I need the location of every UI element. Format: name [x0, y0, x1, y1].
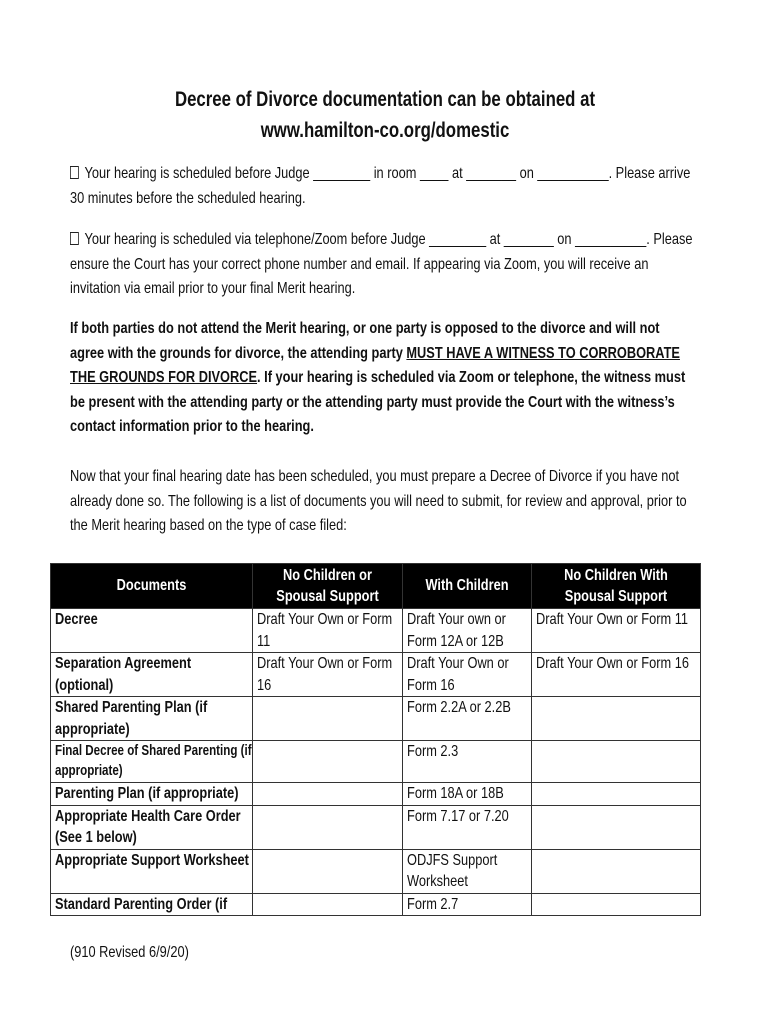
table-row: [51, 849, 701, 893]
table-row: [51, 697, 701, 741]
row-label: Appropriate Support Worksheet: [51, 849, 253, 893]
table-header-row: [51, 564, 701, 609]
row-cell: Draft Your own or Form 12A or 12B: [403, 609, 532, 653]
row-cell: [253, 893, 403, 916]
row-label: Parenting Plan (if appropriate): [51, 783, 253, 806]
row-cell: [253, 783, 403, 806]
document-title: Decree of Divorce documentation can be obtained at www.hamilton-co.org/domestic: [174, 88, 596, 142]
row-cell: Form 2.3: [403, 741, 532, 783]
table-row: [51, 893, 701, 916]
hearing-in-person-text: Your hearing is scheduled before Judge ________ in room ____ at _______ on __________. Please arrive 30 minutes before the scheduled hearing.: [70, 165, 691, 207]
form-revision-footer: (910 Revised 6/9/20): [70, 944, 189, 961]
row-cell: Form 7.17 or 7.20: [403, 805, 532, 849]
witness-warning-part1: If both parties do not attend the Merit hearing, or one party is opposed to the divorce and will not agree with the grounds for divorce, the attending party: [70, 320, 660, 362]
row-label: Decree: [51, 609, 253, 653]
table-row: [51, 783, 701, 806]
row-cell: Draft Your Own or Form 16: [403, 653, 532, 697]
table-row: [51, 805, 701, 849]
row-cell: [532, 697, 701, 741]
hearing-remote-checkbox[interactable]: [70, 232, 79, 245]
intro-text: Now that your final hearing date has been scheduled, you must prepare a Decree of Divorce if you have not already done so. The following is a list of documents you will need to submit, for review and approval, prior to the Merit hearing based on the type of case filed:: [70, 468, 687, 534]
row-cell: [253, 805, 403, 849]
row-label: Separation Agreement (optional): [51, 653, 253, 697]
witness-warning-part2: . If your hearing is scheduled via Zoom or telephone, the witness must be present with the attending party or the attending party must provide the Court with the witness’s contact information prior to the hearing.: [70, 369, 686, 435]
row-cell: [532, 849, 701, 893]
row-cell: Form 18A or 18B: [403, 783, 532, 806]
row-cell: [532, 805, 701, 849]
table-row: [51, 653, 701, 697]
row-cell: Form 2.2A or 2.2B: [403, 697, 532, 741]
row-cell: Draft Your Own or Form 16: [253, 653, 403, 697]
row-cell: [253, 849, 403, 893]
row-label: Appropriate Health Care Order (See 1 below): [51, 805, 253, 849]
row-cell: [532, 783, 701, 806]
row-cell: ODJFS Support Worksheet: [403, 849, 532, 893]
hearing-in-person-checkbox[interactable]: [70, 166, 79, 179]
row-cell: [532, 893, 701, 916]
hearing-remote-text: Your hearing is scheduled via telephone/Zoom before Judge ________ at _______ on __________. Please ensure the Court has your correct phone number and email. If appearing via Zoom, you will receive an invitation via email prior to your final Merit hearing.: [70, 231, 693, 297]
header-no-children-no-support: No Children or Spousal Support: [253, 564, 403, 609]
row-cell: Draft Your Own or Form 11: [532, 609, 701, 653]
witness-warning-underlined: MUST HAVE A WITNESS TO CORROBORATE THE GROUNDS FOR DIVORCE: [70, 344, 680, 386]
row-cell: [253, 697, 403, 741]
table-row: [51, 609, 701, 653]
intro-paragraph: [70, 465, 694, 539]
row-cell: [532, 741, 701, 783]
row-label: Standard Parenting Order (if: [51, 893, 253, 916]
header-documents: Documents: [51, 564, 253, 609]
row-cell: Draft Your Own or Form 16: [532, 653, 701, 697]
documents-table: [50, 563, 701, 916]
witness-warning: [70, 317, 694, 440]
hearing-in-person-option: [70, 162, 694, 211]
header-no-children-with-support: No Children With Spousal Support: [532, 564, 701, 609]
row-label: Shared Parenting Plan (if appropriate): [51, 697, 253, 741]
hearing-remote-option: [70, 228, 694, 302]
table-row: [51, 741, 701, 783]
header-with-children: With Children: [403, 564, 532, 609]
row-cell: Draft Your Own or Form 11: [253, 609, 403, 653]
row-cell: [253, 741, 403, 783]
row-cell: Form 2.7: [403, 893, 532, 916]
row-label: Final Decree of Shared Parenting (if appropriate): [51, 741, 253, 783]
